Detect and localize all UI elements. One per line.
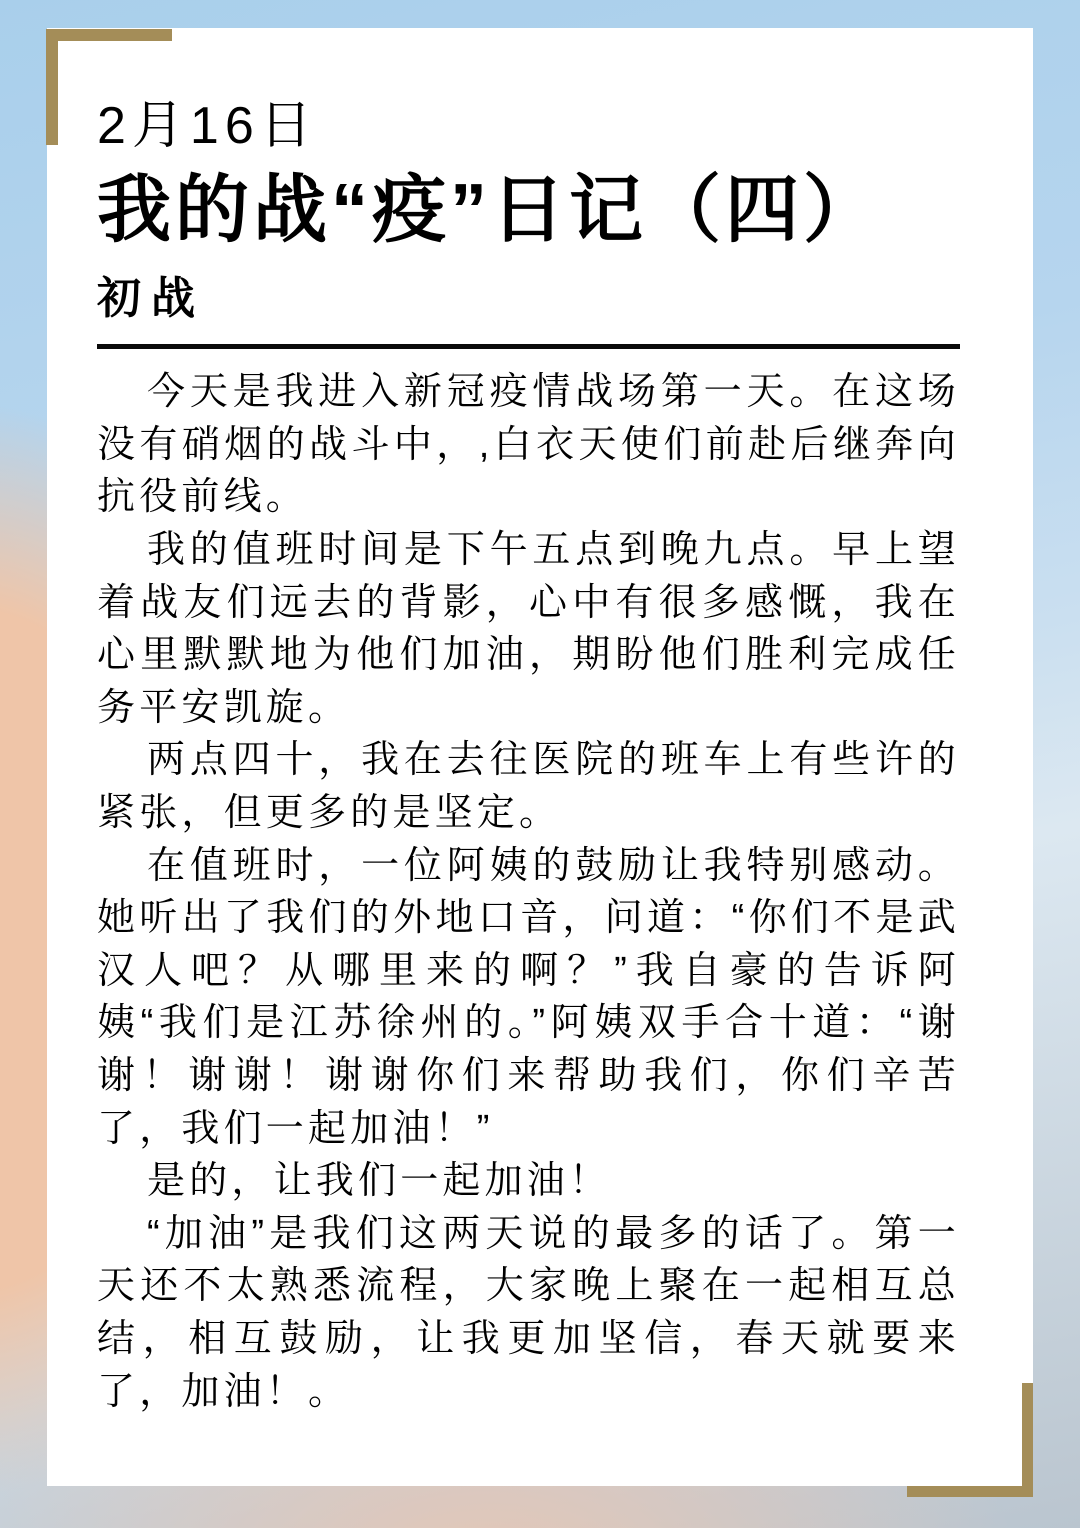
- paragraph: “加油”是我们这两天说的最多的话了。第一天还不太熟悉流程，大家晚上聚在一起相互总结，相互鼓励，让我更加坚信，春天就要来了，加油！。: [97, 1212, 960, 1413]
- paragraph: 在值班时，一位阿姨的鼓励让我特别感动。她听出了我们的外地口音，问道：“你们不是武汉人吧？从哪里来的啊？”我自豪的告诉阿姨“我们是江苏徐州的。”阿姨双手合十道：“谢谢！谢谢！谢谢你们来帮助我们，你们辛苦了，我们一起加油！”: [97, 844, 960, 1150]
- diary-card: [47, 28, 1033, 1486]
- diary-date: 2月16日: [97, 97, 318, 155]
- diary-title: 我的战“疫”日记（四）: [97, 168, 881, 252]
- divider: [97, 344, 960, 349]
- diary-subtitle: 初战: [97, 273, 205, 323]
- paragraph: 今天是我进入新冠疫情战场第一天。在这场没有硝烟的战斗中，,白衣天使们前赴后继奔向抗役前线。: [97, 371, 960, 519]
- corner-bracket-top-left: [46, 29, 172, 145]
- diary-body: [97, 366, 960, 1418]
- corner-bracket-bottom-right: [907, 1383, 1033, 1497]
- paragraph: 是的，让我们一起加油！: [147, 1160, 612, 1203]
- paragraph: 两点四十，我在去往医院的班车上有些许的紧张，但更多的是坚定。: [97, 739, 960, 835]
- paragraph: 我的值班时间是下午五点到晚九点。早上望着战友们远去的背影，心中有很多感慨，我在心里默默地为他们加油，期盼他们胜利完成任务平安凯旋。: [97, 529, 960, 729]
